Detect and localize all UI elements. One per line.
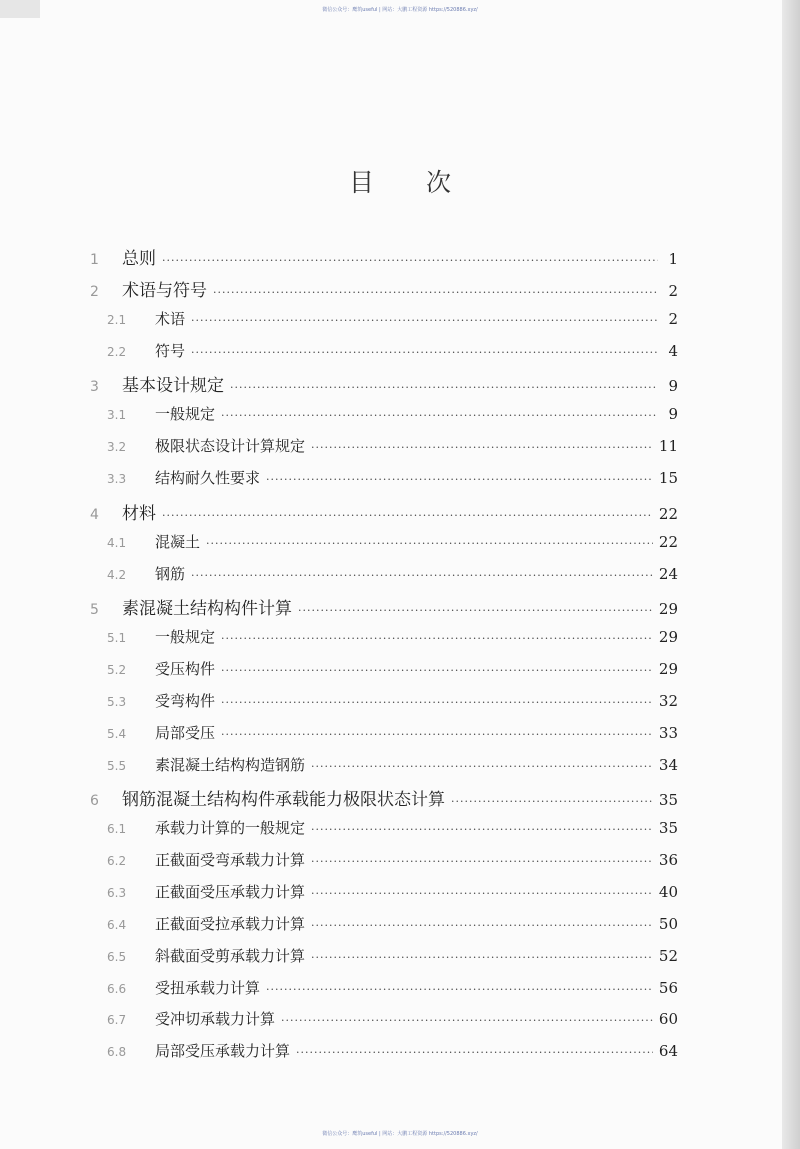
toc-entry[interactable] xyxy=(107,531,678,561)
section-title: 受冲切承载力计算 xyxy=(155,1010,276,1029)
leader-dots xyxy=(191,569,653,582)
page-number: 29 xyxy=(658,600,678,619)
toc-entry[interactable] xyxy=(107,945,678,975)
section-title: 一般规定 xyxy=(155,405,216,424)
page-number: 11 xyxy=(658,437,678,456)
toc-entry[interactable] xyxy=(107,626,678,656)
leader-dots xyxy=(230,381,658,394)
leader-dots xyxy=(221,632,653,645)
section-number: 1 xyxy=(90,252,99,268)
section-title: 局部受压 xyxy=(155,723,216,742)
page-number: 15 xyxy=(658,468,678,487)
page-number: 60 xyxy=(658,1010,678,1029)
section-title: 极限状态设计计算规定 xyxy=(155,437,306,456)
section-number: 3.2 xyxy=(107,440,127,455)
leader-dots xyxy=(213,286,658,299)
toc-entry[interactable] xyxy=(107,913,678,943)
leader-dots xyxy=(162,254,658,267)
leader-dots xyxy=(221,728,653,741)
page-number: 32 xyxy=(658,691,678,710)
section-title: 局部受压承载力计算 xyxy=(155,1042,291,1061)
section-number: 6.5 xyxy=(107,949,127,964)
toc-entry[interactable] xyxy=(107,754,678,784)
page-number: 9 xyxy=(668,405,678,424)
toc-entry[interactable] xyxy=(107,403,678,433)
section-title: 素混凝土结构构件计算 xyxy=(122,599,292,620)
toc-entry[interactable] xyxy=(90,276,678,306)
toc-entry[interactable] xyxy=(107,817,678,847)
section-number: 3.3 xyxy=(107,471,127,486)
section-number: 5.2 xyxy=(107,663,127,678)
section-number: 4 xyxy=(90,506,99,523)
toc-entry[interactable] xyxy=(90,499,678,529)
section-title: 基本设计规定 xyxy=(122,376,224,397)
leader-dots xyxy=(281,1014,653,1027)
section-title: 钢筋混凝土结构构件承载能力极限状态计算 xyxy=(122,790,445,811)
watermark-bottom: 微信公众号：鹰筑useful | 网站：大鹏工程资源 https://520886.xyz/ xyxy=(322,1131,478,1137)
page-number: 4 xyxy=(668,341,678,360)
section-number: 5 xyxy=(90,602,99,619)
section-number: 5.3 xyxy=(107,694,127,709)
leader-dots xyxy=(311,823,653,836)
section-title: 材料 xyxy=(122,503,156,524)
leader-dots xyxy=(206,537,653,550)
page-number: 35 xyxy=(658,791,678,810)
leader-dots xyxy=(266,983,653,996)
toc-entry[interactable] xyxy=(90,371,678,401)
leader-dots xyxy=(311,887,653,900)
toc-entry[interactable] xyxy=(107,690,678,720)
leader-dots xyxy=(221,409,658,422)
leader-dots xyxy=(311,855,653,868)
section-number: 4.1 xyxy=(107,535,127,550)
toc-entry[interactable] xyxy=(107,977,678,1007)
page-number: 33 xyxy=(658,723,678,742)
page-number: 9 xyxy=(668,377,678,396)
section-number: 3.1 xyxy=(107,408,127,423)
leader-dots xyxy=(162,509,653,522)
section-title: 术语 xyxy=(155,309,186,328)
section-title: 受弯构件 xyxy=(155,691,216,710)
page-number: 36 xyxy=(658,851,678,870)
toc-entry[interactable] xyxy=(107,308,678,338)
toc-entry[interactable] xyxy=(90,785,678,815)
section-number: 6.2 xyxy=(107,854,127,869)
toc-entry[interactable] xyxy=(107,340,678,370)
section-number: 6 xyxy=(90,793,99,810)
page-title: 目次 xyxy=(348,168,503,197)
section-number: 4.2 xyxy=(107,567,127,582)
watermark-top: 微信公众号：鹰筑useful | 网站：大鹏工程资源 https://520886.xyz/ xyxy=(322,7,478,13)
section-number: 6.4 xyxy=(107,917,127,932)
toc-entry[interactable] xyxy=(107,435,678,465)
section-number: 3 xyxy=(90,379,99,396)
section-title: 正截面受拉承载力计算 xyxy=(155,914,306,933)
section-title: 正截面受压承载力计算 xyxy=(155,883,306,901)
toc-entry[interactable] xyxy=(107,722,678,752)
section-title: 斜截面受剪承载力计算 xyxy=(155,946,306,965)
section-number: 6.8 xyxy=(107,1045,127,1060)
page-number: 56 xyxy=(658,978,678,997)
section-number: 6.6 xyxy=(107,981,127,996)
section-number: 2 xyxy=(90,283,99,300)
section-title: 结构耐久性要求 xyxy=(155,468,261,487)
page-number: 64 xyxy=(658,1042,678,1061)
page-number: 35 xyxy=(658,819,678,838)
leader-dots xyxy=(311,951,653,964)
section-title: 受扭承载力计算 xyxy=(155,978,261,997)
toc-entry[interactable] xyxy=(107,881,678,911)
toc-entry[interactable] xyxy=(107,658,678,688)
leader-dots xyxy=(311,441,653,454)
leader-dots xyxy=(311,919,653,932)
page-number: 24 xyxy=(658,564,678,583)
section-title: 钢筋 xyxy=(155,564,186,583)
section-title: 总则 xyxy=(122,249,156,269)
page-number: 2 xyxy=(668,281,678,300)
page-number: 40 xyxy=(658,883,678,901)
leader-dots xyxy=(221,696,653,709)
leader-dots xyxy=(311,760,653,773)
toc-entry[interactable] xyxy=(107,467,678,497)
page-number: 22 xyxy=(658,532,678,551)
leader-dots xyxy=(191,314,658,327)
section-title: 混凝土 xyxy=(155,532,201,551)
section-number: 2.1 xyxy=(107,312,127,327)
toc-entry[interactable] xyxy=(107,1040,678,1070)
page-number: 29 xyxy=(658,628,678,647)
toc-entry[interactable] xyxy=(107,849,678,879)
section-number: 2.2 xyxy=(107,344,127,359)
page-number: 1 xyxy=(668,250,678,268)
section-title: 正截面受弯承载力计算 xyxy=(155,851,306,870)
section-title: 素混凝土结构构造钢筋 xyxy=(155,755,306,774)
section-title: 一般规定 xyxy=(155,628,216,647)
leader-dots xyxy=(298,604,653,617)
section-title: 术语与符号 xyxy=(122,280,207,301)
section-number: 6.7 xyxy=(107,1013,127,1028)
leader-dots xyxy=(266,473,653,486)
section-number: 6.3 xyxy=(107,886,127,900)
section-number: 5.4 xyxy=(107,726,127,741)
section-number: 5.5 xyxy=(107,758,127,773)
section-title: 符号 xyxy=(155,341,186,360)
leader-dots xyxy=(451,795,653,808)
page-number: 2 xyxy=(668,309,678,328)
page-number: 22 xyxy=(658,504,678,523)
page-number: 29 xyxy=(658,660,678,679)
section-title: 承载力计算的一般规定 xyxy=(155,819,306,838)
section-number: 5.1 xyxy=(107,631,127,646)
toc-entry[interactable] xyxy=(107,1008,678,1038)
section-number: 6.1 xyxy=(107,822,127,837)
toc-entry[interactable] xyxy=(90,594,678,624)
page-number: 34 xyxy=(658,755,678,774)
section-title: 受压构件 xyxy=(155,660,216,679)
toc-entry[interactable] xyxy=(90,244,678,274)
leader-dots xyxy=(191,346,658,359)
leader-dots xyxy=(296,1046,653,1059)
page-number: 50 xyxy=(658,914,678,933)
toc-entry[interactable] xyxy=(107,563,678,593)
page-number: 52 xyxy=(658,946,678,965)
leader-dots xyxy=(221,664,653,677)
